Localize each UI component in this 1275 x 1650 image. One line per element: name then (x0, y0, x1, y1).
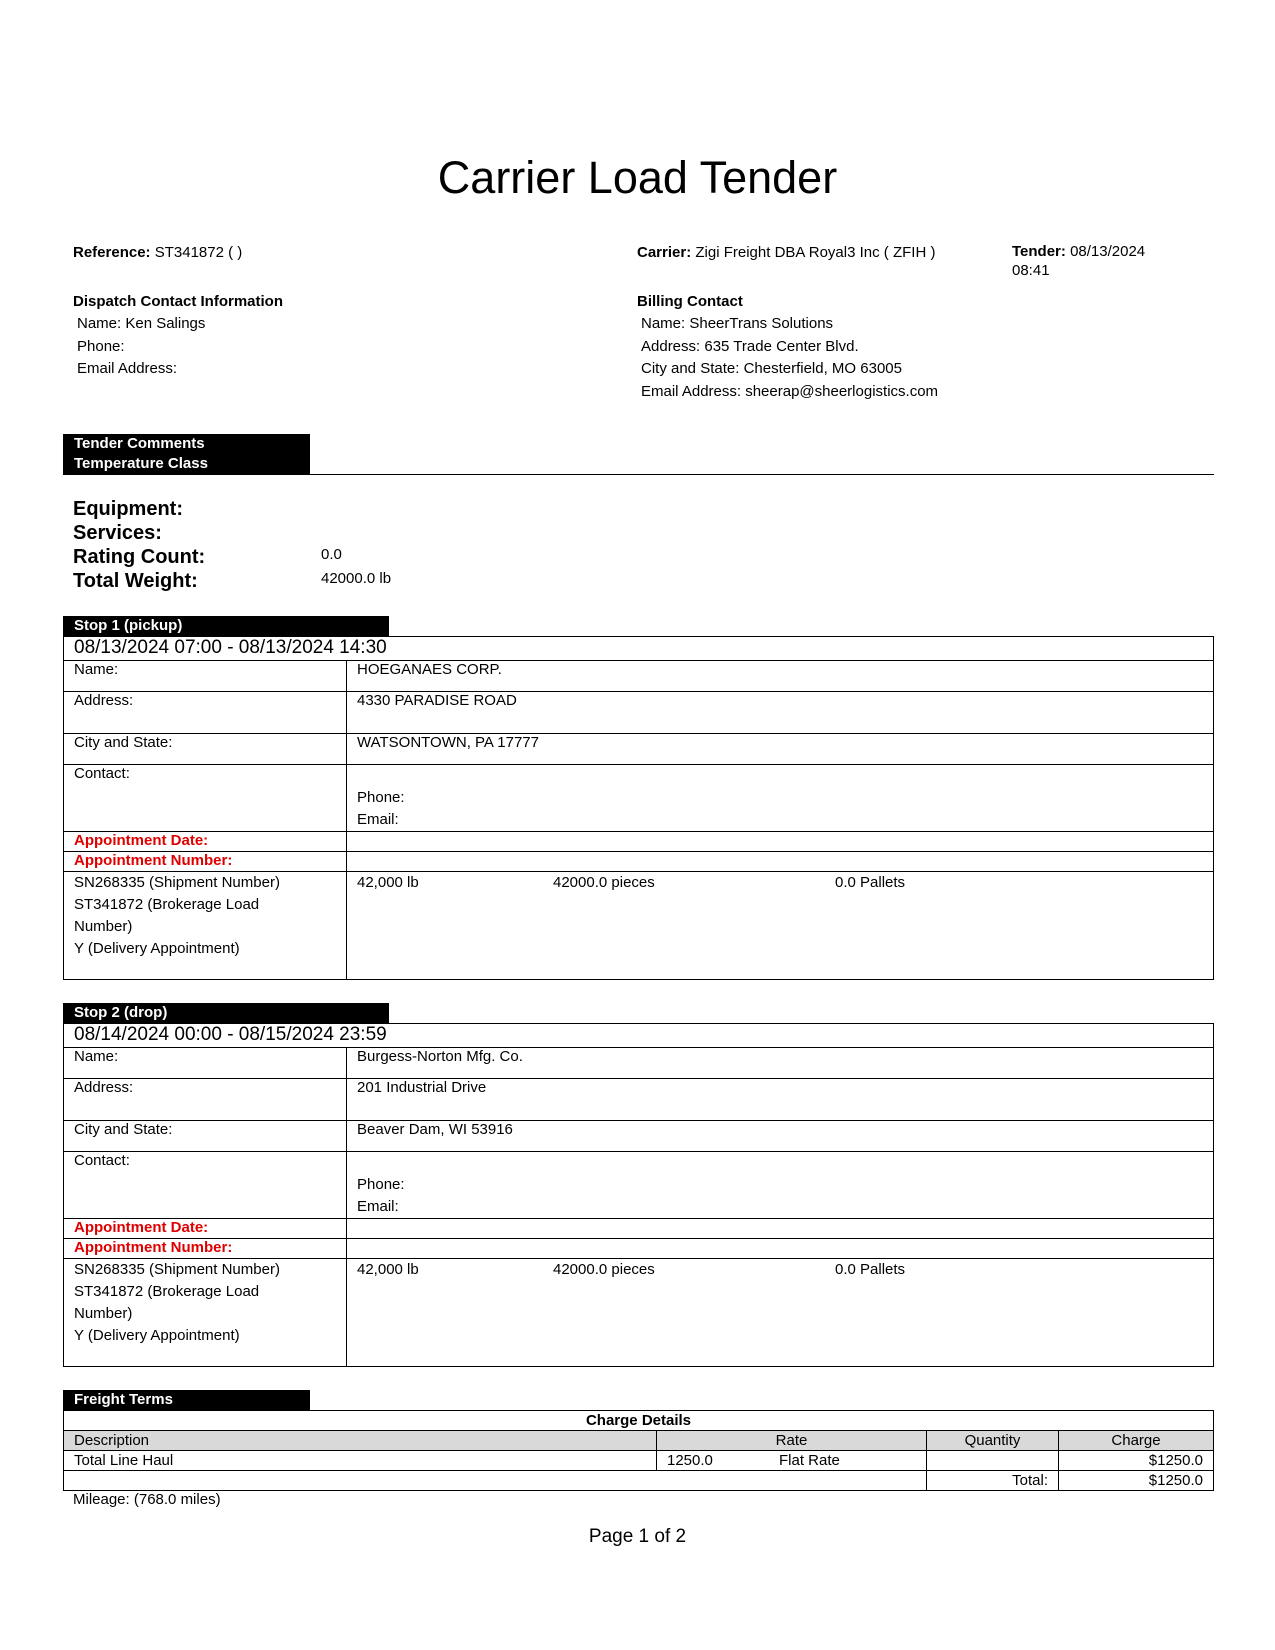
stop-1-city-label: City and State: (64, 734, 347, 765)
stop-2-pallets: 0.0 Pallets (835, 1261, 906, 1278)
stop-1-appointment-number-value (347, 852, 1214, 872)
stop-1-name-value: HOEGANAES CORP. (347, 661, 1214, 692)
stop-2-city-value: Beaver Dam, WI 53916 (347, 1121, 1214, 1152)
stop-1-item-details (347, 872, 1214, 980)
dispatch-email: Email Address: (77, 360, 178, 377)
tender-label: Tender: (1012, 243, 1066, 260)
total-spacer (64, 1471, 927, 1491)
stop-1-address-value: 4330 PARADISE ROAD (347, 692, 1214, 734)
tender-comments-heading: Tender Comments (63, 434, 310, 454)
page-number: Page 1 of 2 (588, 1526, 687, 1547)
total-value: $1250.0 (1059, 1471, 1214, 1491)
equipment-label: Equipment: (73, 498, 183, 520)
stop-2-name-value: Burgess-Norton Mfg. Co. (347, 1048, 1214, 1079)
charge-details-title: Charge Details (64, 1411, 1214, 1431)
billing-city-label: City and State: (641, 360, 740, 377)
stop-2-ref-shipment: SN268335 (Shipment Number) (74, 1261, 280, 1278)
charge-details-table (63, 1410, 1214, 1491)
stop-1-city-value: WATSONTOWN, PA 17777 (347, 734, 1214, 765)
billing-name-value: SheerTrans Solutions (689, 315, 834, 332)
stop-2-appointment-number-label: Appointment Number: (64, 1239, 347, 1259)
stop-1-contact-details (347, 765, 1214, 832)
billing-email-label: Email Address: (641, 383, 742, 400)
stop-2-table (63, 1023, 1214, 1367)
stop-1-table (63, 636, 1214, 980)
billing-address-label: Address: (641, 338, 701, 355)
billing-heading: Billing Contact (637, 293, 743, 310)
stop-2-appointment-date-label: Appointment Date: (64, 1219, 347, 1239)
stop-1-window: 08/13/2024 07:00 - 08/13/2024 14:30 (64, 637, 1214, 661)
billing-email-value: sheerap@sheerlogistics.com (745, 383, 939, 400)
tender-date (1012, 242, 1212, 280)
stop-1-pieces: 42000.0 pieces (553, 874, 655, 891)
stop-1-weight: 42,000 lb (357, 874, 419, 891)
stop-2-email-label: Email: (357, 1198, 399, 1215)
reference-label: Reference: (73, 244, 151, 261)
reference-value: ST341872 ( ) (154, 244, 243, 261)
tender-date-value: 08/13/2024 (1070, 243, 1146, 260)
stop-2-phone-label: Phone: (357, 1176, 405, 1193)
line-haul-rate (657, 1451, 927, 1471)
stop-2-contact-details (347, 1152, 1214, 1219)
stop-1-ref-brokerage-cont: Number) (74, 918, 133, 935)
section-divider (63, 474, 1214, 475)
stop-1-name-label: Name: (64, 661, 347, 692)
carrier-label: Carrier: (637, 244, 692, 261)
stop-2-name-label: Name: (64, 1048, 347, 1079)
document-title: Carrier Load Tender (437, 152, 838, 203)
billing-city-value: Chesterfield, MO 63005 (743, 360, 902, 377)
stop-2-address-value: 201 Industrial Drive (347, 1079, 1214, 1121)
stop-1-address-label: Address: (64, 692, 347, 734)
rate-value: 1250.0 (667, 1452, 713, 1469)
stop-2-heading: Stop 2 (drop) (63, 1003, 389, 1023)
line-haul-charge: $1250.0 (1059, 1451, 1214, 1471)
stop-1-references (64, 872, 347, 980)
rating-count-value: 0.0 (321, 546, 342, 563)
stop-2-city-label: City and State: (64, 1121, 347, 1152)
stop-2-ref-brokerage-cont: Number) (74, 1305, 133, 1322)
billing-address (641, 336, 859, 358)
stop-1-appointment-number-label: Appointment Number: (64, 852, 347, 872)
dispatch-phone: Phone: (77, 338, 125, 355)
stop-2-appointment-number-value (347, 1239, 1214, 1259)
stop-2-pieces: 42000.0 pieces (553, 1261, 655, 1278)
stop-1-ref-brokerage: ST341872 (Brokerage Load (74, 896, 260, 913)
col-description: Description (64, 1431, 657, 1451)
table-row (64, 1451, 1214, 1471)
line-haul-description: Total Line Haul (64, 1451, 657, 1471)
rating-count-label: Rating Count: (73, 546, 206, 568)
billing-email (641, 381, 938, 403)
stop-1-phone-label: Phone: (357, 789, 405, 806)
stop-2-weight: 42,000 lb (357, 1261, 419, 1278)
carrier (637, 242, 935, 264)
rate-type: Flat Rate (779, 1452, 840, 1469)
temperature-class-heading: Temperature Class (63, 454, 310, 474)
mileage: Mileage: (768.0 miles) (73, 1491, 221, 1508)
stop-2-address-label: Address: (64, 1079, 347, 1121)
stop-1-contact-label: Contact: (64, 765, 347, 832)
stop-2-ref-delivery: Y (Delivery Appointment) (74, 1327, 240, 1344)
stop-2-window: 08/14/2024 00:00 - 08/15/2024 23:59 (64, 1024, 1214, 1048)
dispatch-heading: Dispatch Contact Information (73, 293, 284, 310)
stop-2-references (64, 1259, 347, 1367)
billing-address-value: 635 Trade Center Blvd. (704, 338, 859, 355)
dispatch-name: Name: Ken Salings (77, 315, 206, 332)
stop-2-item-details (347, 1259, 1214, 1367)
stop-1-appointment-date-value (347, 832, 1214, 852)
stop-2-contact-label: Contact: (64, 1152, 347, 1219)
col-quantity: Quantity (927, 1431, 1059, 1451)
stop-1-appointment-date-label: Appointment Date: (64, 832, 347, 852)
total-weight-value: 42000.0 lb (321, 570, 392, 587)
stop-2-ref-brokerage: ST341872 (Brokerage Load (74, 1283, 260, 1300)
tender-time-value: 08:41 (1012, 262, 1050, 279)
carrier-value: Zigi Freight DBA Royal3 Inc ( ZFIH ) (695, 244, 936, 261)
total-weight-label: Total Weight: (73, 570, 198, 592)
billing-name-label: Name: (641, 315, 686, 332)
reference (73, 242, 242, 264)
stop-1-pallets: 0.0 Pallets (835, 874, 906, 891)
stop-2-appointment-date-value (347, 1219, 1214, 1239)
services-label: Services: (73, 522, 162, 544)
billing-city (641, 358, 902, 380)
col-charge: Charge (1059, 1431, 1214, 1451)
stop-1-heading: Stop 1 (pickup) (63, 616, 389, 636)
col-rate: Rate (657, 1431, 927, 1451)
line-haul-quantity (927, 1451, 1059, 1471)
billing-name (641, 313, 833, 335)
freight-terms-heading: Freight Terms (63, 1390, 310, 1410)
stop-1-ref-delivery: Y (Delivery Appointment) (74, 940, 240, 957)
total-label: Total: (927, 1471, 1059, 1491)
stop-1-ref-shipment: SN268335 (Shipment Number) (74, 874, 280, 891)
stop-1-email-label: Email: (357, 811, 399, 828)
